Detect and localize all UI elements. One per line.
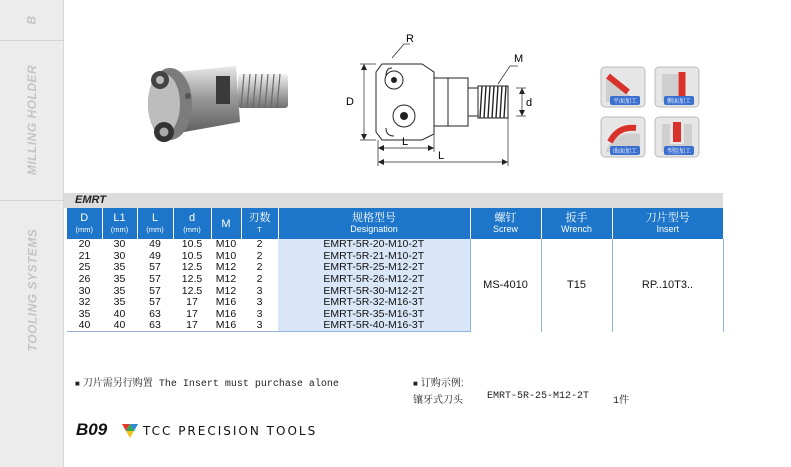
cell-d-major: 20 [78,238,91,251]
sidebar-tab-label: B [24,15,39,25]
cell-m: M16 [215,307,237,320]
cell-teeth: 3 [241,320,278,332]
cell-designation: EMRT-5R-21-M10-2T [278,251,470,263]
header-designation: 规格型号 Designation [278,208,470,239]
cell-teeth: 3 [256,307,263,320]
cell-l: 57 [149,284,161,297]
sidebar-tab-milling-holder[interactable] [0,40,64,200]
cell-d-major: 30 [78,284,91,297]
cell-l: 63 [149,307,161,320]
header-d-minor: d (mm) [173,208,211,239]
cell-l1: 30 [113,238,126,251]
sidebar-tab-tooling-systems[interactable] [0,200,64,380]
cell-d-minor: 10.5 [181,238,203,251]
section-title: EMRT [75,194,106,206]
order-example-code: EMRT-5R-25-M12-2T [487,391,590,402]
cell-l: 49 [149,238,161,251]
header-teeth: 刃数 T [241,208,278,239]
cell-m: M10 [215,249,237,262]
cell-teeth: 3 [256,284,263,297]
cell-l: 57 [149,261,161,274]
page-number: B09 [76,420,108,439]
cell-d-minor: 17 [173,320,211,332]
note-text: 刀片需另行购置 The Insert must purchase alone [82,379,339,390]
brand-name: TCC PRECISION TOOLS [143,424,318,438]
technical-drawing [330,28,540,178]
sidebar-tab-label: TOOLING SYSTEMS [25,228,39,352]
cell-d-minor: 12.5 [181,273,203,286]
cell-teeth: 2 [256,249,263,262]
cell-designation: EMRT-5R-26-M12-2T [278,274,470,286]
face-milling-icon [600,66,646,108]
cell-l1: 40 [102,320,137,332]
table-row [67,239,723,251]
cell-l: 57 [149,296,161,309]
side-milling-icon [654,66,700,108]
sidebar-tab-top[interactable] [0,0,64,40]
section-header [64,193,723,208]
cell-designation: EMRT-5R-30-M12-2T [278,285,470,297]
header-insert: 刀片型号 Insert [612,208,723,239]
cell-d-major: 26 [78,273,91,286]
header-m: M [211,208,241,239]
cell-l1: 30 [113,249,126,262]
cell-d-major: 21 [78,249,91,262]
sidebar [0,0,64,467]
cell-d-minor: 17 [186,296,198,309]
insert-purchase-note [75,374,339,390]
cell-m: M12 [215,284,237,297]
dimension-label-l: L [438,150,445,162]
cell-d-major: 32 [78,296,91,309]
cell-l: 57 [149,273,161,286]
cell-teeth: 2 [256,273,263,286]
order-example [413,374,629,407]
cell-l1: 35 [113,261,126,274]
cell-m: M12 [215,261,237,274]
order-example-title: 订购示例: [420,378,464,389]
cell-teeth: 2 [256,238,263,251]
cell-screw: MS-4010 [470,239,541,332]
tcc-logo-icon [122,424,138,438]
icon-label: 平面加工 [610,96,640,105]
order-example-item: 镶牙式刀头 [413,396,463,407]
cell-l1: 35 [113,273,126,286]
header-screw: 螺钉 Screw [470,208,541,239]
cell-m: M10 [215,238,237,251]
icon-label: 曲面加工 [610,146,640,155]
cell-designation: EMRT-5R-40-M16-3T [278,320,470,332]
bullet-icon: ■ [413,379,418,388]
cell-d-major: 35 [78,307,91,320]
dimension-label-d-minor: d [526,97,533,109]
dimension-label-r: R [406,33,414,45]
dimension-label-l1: L [402,136,409,148]
icon-label: 侧面加工 [664,96,694,105]
header-l: L (mm) [137,208,173,239]
spec-table [67,208,724,332]
order-example-qty: 1件 [613,396,630,407]
header-wrench: 扳手 Wrench [541,208,612,239]
cell-d-minor: 12.5 [181,284,203,297]
header-l1: L1 (mm) [102,208,137,239]
cell-designation: EMRT-5R-25-M12-2T [278,262,470,274]
cell-l: 49 [149,249,161,262]
dimension-label-m: M [514,53,524,65]
cell-m: M16 [211,320,241,332]
cell-teeth: 2 [256,261,263,274]
cell-teeth: 3 [256,296,263,309]
cell-d-minor: 10.5 [181,249,203,262]
cell-d-minor: 17 [186,307,198,320]
cell-insert: RP..10T3.. [612,239,723,332]
cell-designation: EMRT-5R-20-M10-2T [278,239,470,251]
dimension-label-d-major: D [346,96,354,108]
cell-l1: 35 [113,296,126,309]
cell-m: M12 [215,273,237,286]
cell-l1: 40 [113,307,126,320]
sidebar-tab-label: MILLING HOLDER [25,64,40,176]
cell-wrench: T15 [541,239,612,332]
header-d-major: D (mm) [67,208,102,239]
cell-d-major: 40 [67,320,102,332]
cavity-milling-icon [654,116,700,158]
cell-l: 63 [137,320,173,332]
table-header-row [67,208,723,239]
cell-l1: 35 [113,284,126,297]
icon-label: 型腔加工 [664,146,694,155]
cell-d-major: 25 [78,261,91,274]
surface-milling-icon [600,116,646,158]
cell-designation: EMRT-5R-32-M16-3T [278,297,470,309]
cell-d-minor: 12.5 [181,261,203,274]
cell-designation: EMRT-5R-35-M16-3T [278,309,470,321]
brand-logo [122,424,317,438]
cell-m: M16 [215,296,237,309]
bullet-icon: ■ [75,380,80,389]
product-photo [138,52,298,162]
